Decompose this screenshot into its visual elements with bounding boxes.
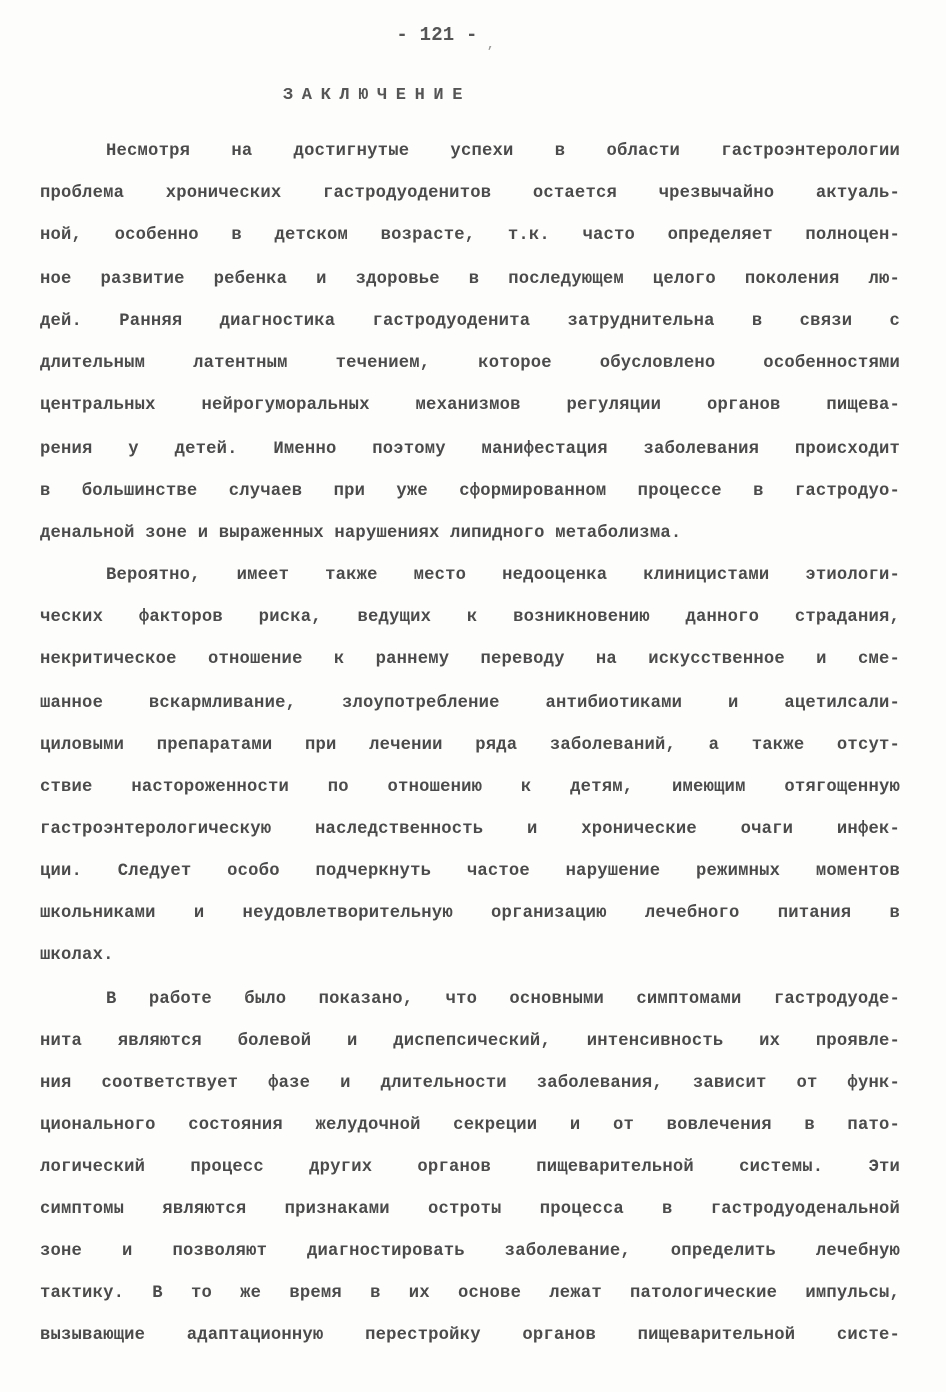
text-line: Вероятно, имеет также место недооценка клиницистами этиологи- [106, 566, 900, 585]
text-line: школьниками и неудовлетворительную организацию лечебного питания в [40, 904, 900, 923]
text-line: длительным латентным течением, которое обусловлено особенностями [40, 354, 900, 373]
text-line: в большинстве случаев при уже сформированном процессе в гастродуо- [40, 482, 900, 501]
text-line: ния соответствует фазе и длительности заболевания, зависит от функ- [40, 1074, 900, 1093]
text-line: циловыми препаратами при лечении ряда заболеваний, а также отсут- [40, 736, 900, 755]
text-line: ствие настороженности по отношению к детям, имеющим отягощенную [40, 778, 900, 797]
text-line: Несмотря на достигнутые успехи в области гастроэнтерологии [106, 142, 900, 161]
text-line: центральных нейрогуморальных механизмов регуляции органов пищева- [40, 396, 900, 415]
text-line: гастроэнтерологическую наследственность и хронические очаги инфек- [40, 820, 900, 839]
text-line: денальной зоне и выраженных нарушениях липидного метаболизма. [40, 524, 682, 543]
text-line: симптомы являются признаками остроты процесса в гастродуоденальной [40, 1200, 900, 1219]
text-line: шанное вскармливание, злоупотребление антибиотиками и ацетилсали- [40, 694, 900, 713]
text-line: рения у детей. Именно поэтому манифестация заболевания происходит [40, 440, 900, 459]
text-line: проблема хронических гастродуоденитов остается чрезвычайно актуаль- [40, 184, 900, 203]
text-line: ционального состояния желудочной секреции и от вовлечения в пато- [40, 1116, 900, 1135]
text-line: нита являются болевой и диспепсический, интенсивность их проявле- [40, 1032, 900, 1051]
text-line: ческих факторов риска, ведущих к возникновению данного страдания, [40, 608, 900, 627]
text-line: вызывающие адаптационную перестройку органов пищеварительной систе- [40, 1326, 900, 1345]
text-line: школах. [40, 946, 114, 965]
text-line: ной, особенно в детском возрасте, т.к. часто определяет полноцен- [40, 226, 900, 245]
text-line: ное развитие ребенка и здоровье в последующем целого поколения лю- [40, 270, 900, 289]
text-line: некритическое отношение к раннему переводу на искусственное и сме- [40, 650, 900, 669]
text-line: В работе было показано, что основными симптомами гастродуоде- [106, 990, 900, 1009]
text-line: ции. Следует особо подчеркнуть частое нарушение режимных моментов [40, 862, 900, 881]
text-line: тактику. В то же время в их основе лежат патологические импульсы, [40, 1284, 900, 1303]
page-number: - 121 - [396, 24, 478, 46]
text-line: логический процесс других органов пищеварительной системы. Эти [40, 1158, 900, 1177]
scan-speck: , [487, 38, 495, 52]
text-line: зоне и позволяют диагностировать заболевание, определить лечебную [40, 1242, 900, 1261]
text-line: дей. Ранняя диагностика гастродуоденита затруднительна в связи с [40, 312, 900, 331]
section-heading: ЗАКЛЮЧЕНИЕ [283, 86, 472, 105]
